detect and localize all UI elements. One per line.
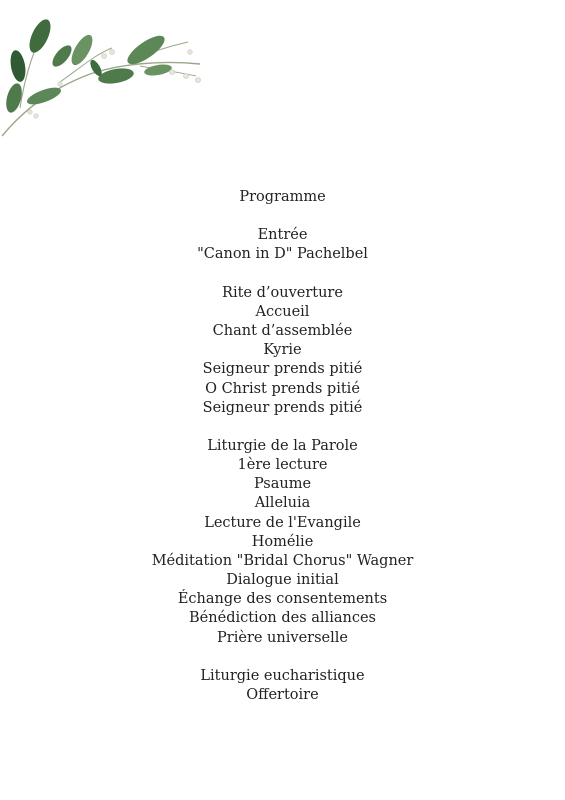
section-rite-ouverture [0,284,565,418]
program-item: Méditation "Bridal Chorus" Wagner [151,552,414,569]
section-liturgie-eucharistique [0,667,565,705]
program-item: "Canon in D" Pachelbel [197,246,368,263]
eucalyptus-branch-icon [0,12,215,142]
program-item: Seigneur prends pitié [202,361,363,378]
section-heading: Liturgie eucharistique [200,667,365,684]
program-item: Psaume [253,476,312,493]
program-title: Programme [239,189,326,205]
program-item: Seigneur prends pitié [202,399,363,416]
program-item: Bénédiction des alliances [189,610,376,627]
section-entree [0,226,565,264]
program-item: Chant d’assemblée [212,323,353,340]
section-heading: Entrée [257,227,308,244]
program-item: Prière universelle [217,629,348,646]
program-text [0,188,565,705]
program-item: Offertoire [246,687,319,703]
program-item: 1ère lecture [237,457,328,474]
program-item: Kyrie [263,342,302,359]
program-item: Homélie [251,533,314,550]
section-liturgie-parole [0,437,565,648]
section-heading: Rite d’ouverture [222,284,343,301]
program-item: Échange des consentements [177,591,388,608]
program-item: Lecture de l'Evangile [204,514,361,531]
section-heading: Liturgie de la Parole [207,437,358,454]
program-item: Accueil [255,303,310,320]
program-item: Dialogue initial [226,572,339,589]
program-item: Alleluia [254,495,311,512]
program-item: O Christ prends pitié [205,380,360,397]
